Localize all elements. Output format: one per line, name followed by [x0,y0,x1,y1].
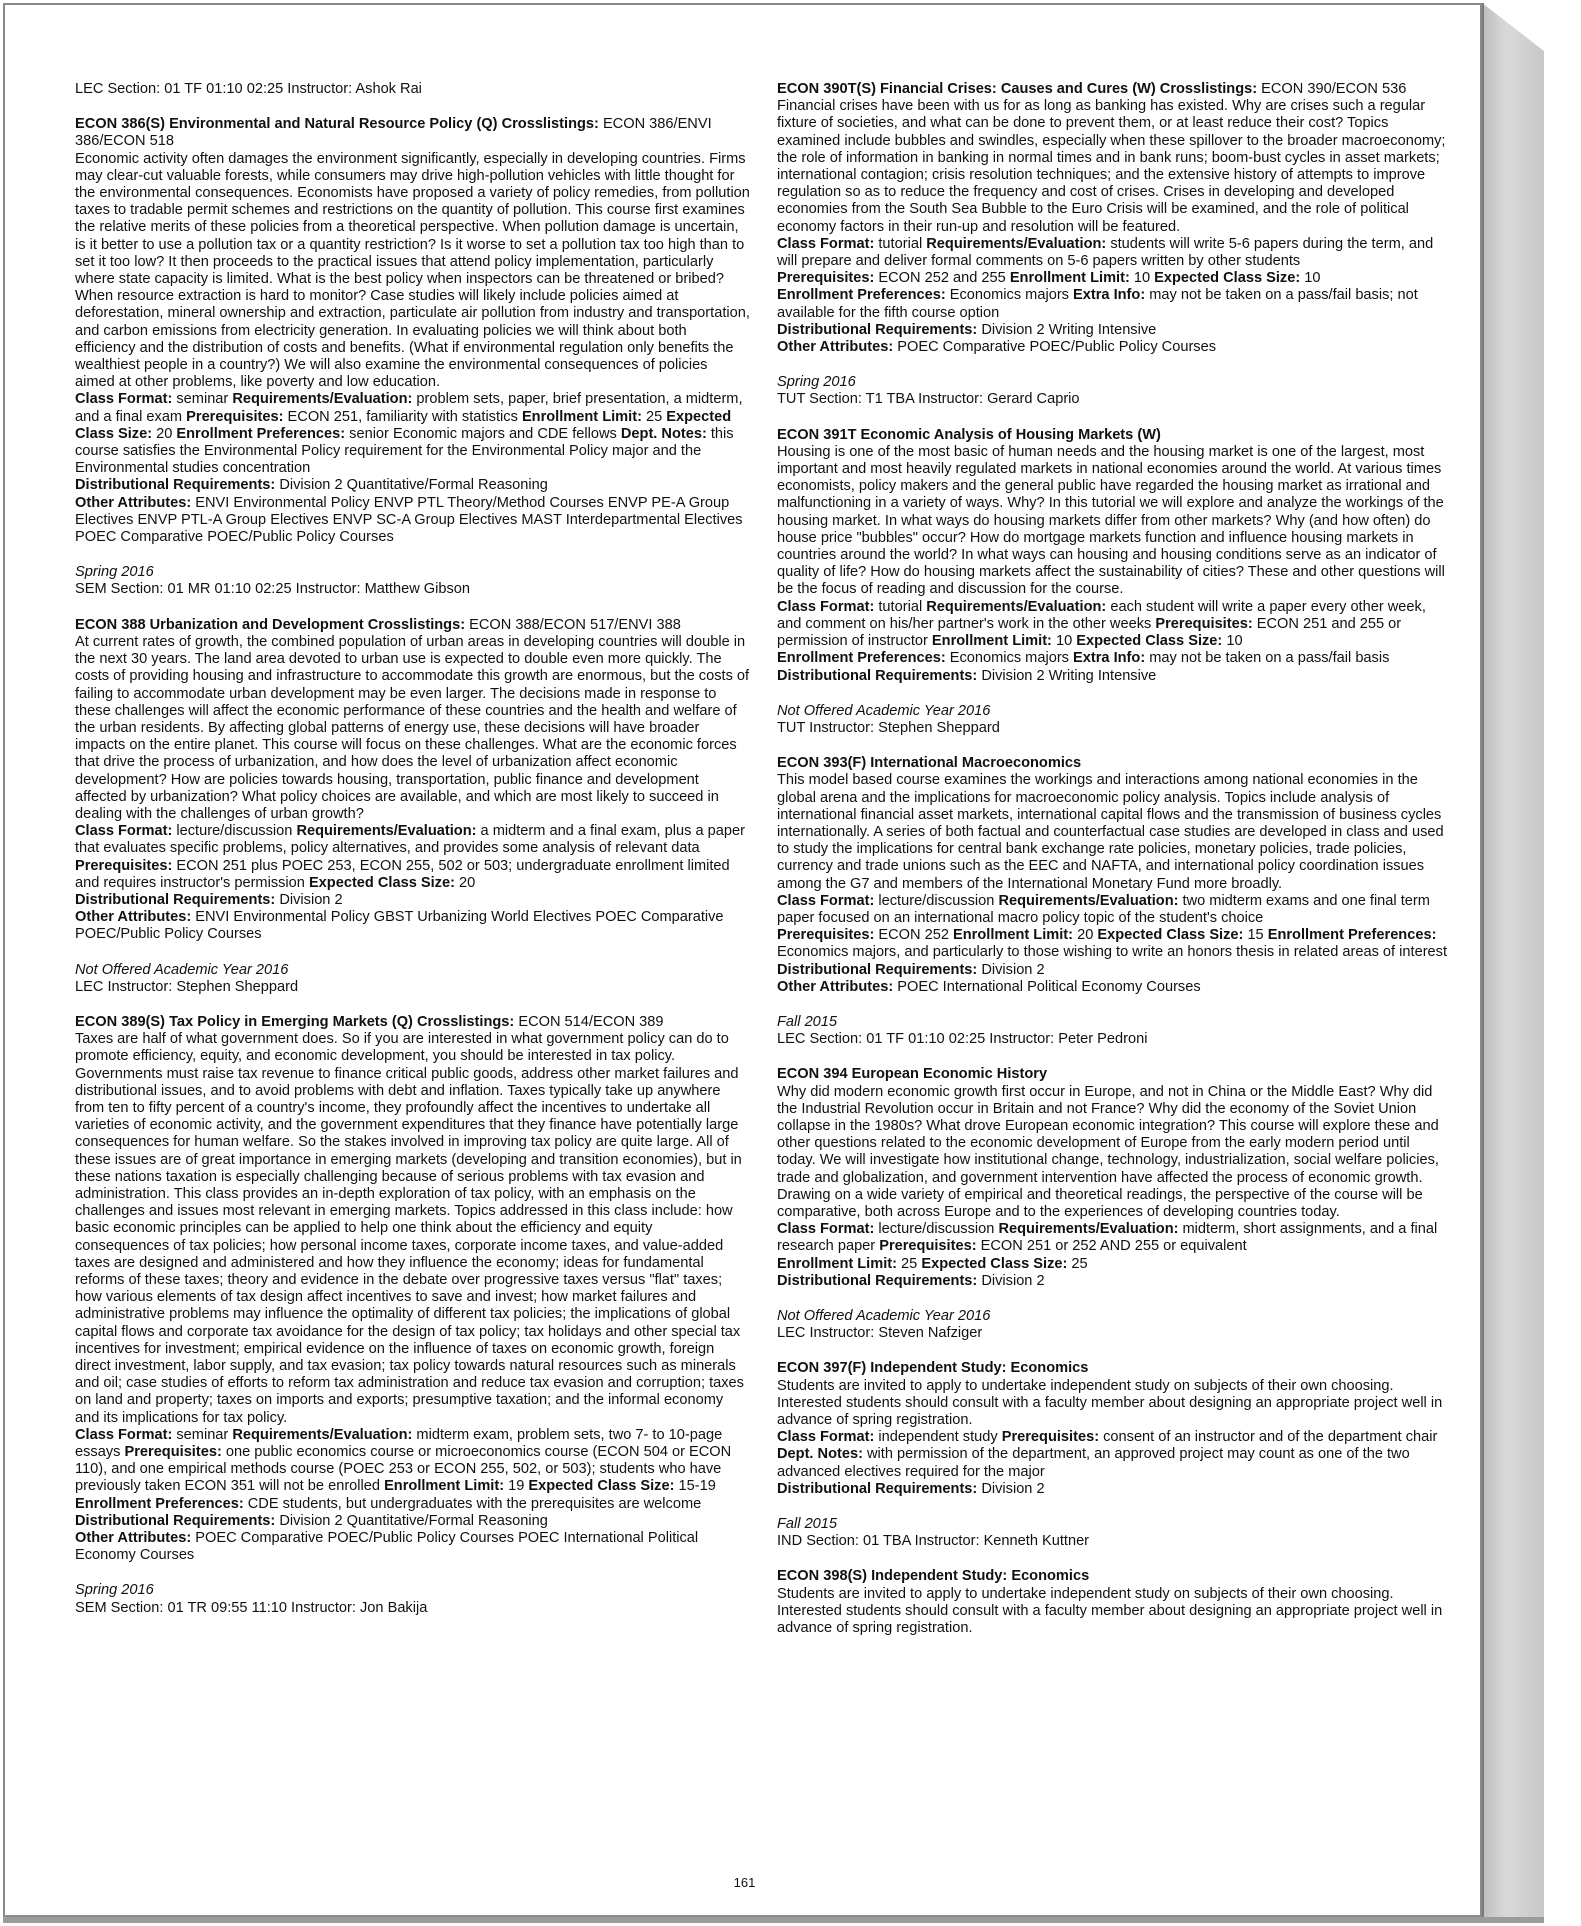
distributional-requirements [75,892,750,909]
course-details [777,1221,1452,1255]
term-label: Not Offered Academic Year 2016 [75,961,289,978]
section-line: LEC Instructor: Steven Nafziger [777,1325,983,1342]
detail-value: POEC Comparative POEC/Public Policy Courses [893,339,1217,356]
term-label: Fall 2015 [777,1013,838,1030]
course-details [777,1429,1452,1481]
detail-label: Dept. Notes: [777,1446,863,1463]
distributional-requirements [75,477,750,494]
detail-label: Prerequisites: [124,1444,222,1461]
course-entry-econ-390t [777,81,1452,356]
detail-label: Enrollment Preferences: [777,287,946,304]
crosslistings: ECON 514/ECON 389 [514,1013,664,1030]
page-bottom-shadow [3,1917,1544,1923]
detail-value: problem sets, paper, brief presentation, a midterm, and a final exam [75,391,743,425]
detail-label: Requirements/Evaluation: [232,1426,413,1443]
distributional-requirements [777,322,1452,339]
detail-value: POEC International Political Economy Courses [893,978,1201,995]
course-description: This model based course examines the workings and interactions among national economies in the global arena and the implications for macroeconomic policy analysis. Topics include analysis of international financial asset markets, international capital flows and the transmission of business cycles internationally. A series of both factual and counterfactual case studies are developed in class and used to study the implications for central bank exchange rate policies, monetary policies, trade policies, currency and trade unions such as the EEC and NAFTA, and international policy coordination issues among the G7 and members of the International Monetary Fund more broadly. [777,772,1444,892]
detail-label: Prerequisites: [1155,615,1253,632]
section-info [75,81,750,98]
detail-label: Distributional Requirements: [777,667,978,684]
term-label: Not Offered Academic Year 2016 [777,1308,991,1324]
distributional-requirements [777,668,1452,685]
detail-label: Requirements/Evaluation: [926,235,1107,252]
detail-label: Prerequisites: [1001,1429,1100,1446]
page-stack-edge [1482,3,1544,1917]
detail-label: Class Format: [75,823,173,840]
course-description: Why did modern economic growth first occur in Europe, and not in China or the Middle East? Why did the Industrial Revolution occur in Britain and not France? Why did the economy of the Soviet Union collapse in the 1980s? What drove European economic integration? This course will explore these and other questions related to the economic development of Europe from the early modern period until today. We will investigate how institutional change, technology, industrialization, social welfare policies, trade and globalization, and government intervention have affected the process of economic growth. Drawing on a wide variety of empirical and theoretical readings, the perspective of the course will be comparative, both across Europe and to the experiences of developing countries today. [777,1083,1439,1220]
detail-value: tutorial [874,235,927,252]
course-entry-econ-386 [75,116,750,546]
detail-label: Other Attributes: [777,339,894,356]
detail-label: Extra Info: [1073,287,1146,304]
detail-value: POEC Comparative POEC/Public Policy Courses POEC International Political Economy Courses [75,1530,699,1564]
detail-value: 19 [504,1478,529,1495]
detail-value: ECON 252 [874,927,954,944]
detail-value: two midterm exams and one final term paper focused on an international macro policy topic of the student's choice [777,892,1430,926]
detail-value: one public economics course or microeconomics course (ECON 504 or ECON 110), and one empirical methods course (POEC 253 or ECON 255, 502, or 503); students who have previously taken ECON 351 will not be enrolled [75,1444,732,1495]
detail-label: Class Format: [777,235,875,252]
detail-value: may not be taken on a pass/fail basis; not available for the fifth course option [777,287,1418,321]
term-label: Spring 2016 [75,1582,154,1599]
detail-value: lecture/discussion [172,823,297,840]
detail-label: Expected Class Size: [528,1478,675,1495]
detail-value: lecture/discussion [874,1221,999,1238]
detail-label: Other Attributes: [777,978,894,995]
section-line: SEM Section: 01 MR 01:10 02:25 Instructor: Matthew Gibson [75,581,471,598]
detail-value: with permission of the department, an approved project may count as one of the two advanced electives required for the major [777,1446,1410,1480]
detail-label: Enrollment Limit: [777,1255,897,1272]
detail-value: Economics majors, and particularly to those wishing to write an honors thesis in related areas of interest [777,944,1448,961]
course-heading [75,116,750,150]
document-page [3,3,1482,1917]
other-attributes [75,495,750,547]
course-title: ECON 390T(S) Financial Crises: Causes and Cures (W) Crosslistings: [777,81,1258,97]
detail-label: Expected Class Size: [308,874,455,891]
detail-value: 20 [454,874,476,891]
detail-label: Requirements/Evaluation: [296,823,477,840]
crosslistings: ECON 386/ENVI 386/ECON 518 [75,116,712,150]
detail-value: ECON 251 plus POEC 253, ECON 255, 502 or 503; undergraduate enrollment limited and requires instructor's permission [75,857,730,891]
detail-label: Requirements/Evaluation: [926,598,1107,615]
course-entry-econ-397 [777,1360,1452,1498]
detail-label: Class Format: [777,1429,875,1446]
detail-value: 25 [897,1255,922,1272]
detail-value: 20 [152,425,177,442]
course-heading [75,1014,750,1031]
section-line: LEC Instructor: Stephen Sheppard [75,978,299,995]
course-heading [777,81,1452,98]
course-heading [777,1360,1452,1377]
course-entry-econ-398 [777,1568,1452,1637]
distributional-requirements [75,1513,750,1530]
detail-value: ECON 251 or 252 AND 255 or equivalent [976,1238,1247,1255]
detail-value: ECON 251, familiarity with statistics [283,408,522,425]
detail-value: this course satisfies the Environmental Policy requirement for the Environmental Policy major and the Environmental studies concentration [75,425,734,477]
section-info [777,1516,1452,1550]
crosslistings: ECON 388/ECON 517/ENVI 388 [465,616,681,633]
course-description: Taxes are half of what government does. So if you are interested in what government policy can do to promote efficiency, equity, and economic development, you should be interested in tax policy. Governments must raise tax revenue to finance critical public goods, address other market failures and distributional issues, and to avoid problems with debt and inflation. Taxes typically take up anywhere from ten to fifty percent of a country's income, they profoundly affect the incentives to undertake all varieties of economic activity, and the government expenditures that they finance have potentially large consequences for human welfare. So the stakes involved in improving tax policy are quite large. All of these issues are of great importance in emerging markets (developing and transition economies), but in these nations taxation is especially challenging because of serious problems with tax evasion and administration. This class provides an in-depth exploration of tax policy, with an emphasis on the challenges and issues most relevant in emerging markets. Topics addressed in this class include: how basic economic principles can be applied to help one think about the efficiency and equity consequences of tax policies; how personal income taxes, corporate income taxes, and value-added taxes are designed and administered and how they influence the economy; ideas for fundamental reforms of these taxes; theory and evidence in the debate over progressive taxes versus "flat" taxes; how various elements of tax design affect incentives to save and invest; how market failures and administrative problems may influence the optimality of different tax policies; the implications of global capital flows and corporate tax avoidance for the design of tax policy; tax holidays and other special tax incentives for investment; empirical evidence on the influence of taxes on economic growth, foreign direct investment, labor supply, and tax evasion; tax policy towards natural resources such as minerals and oil; case studies of efforts to reform tax administration and reduce tax evasion and corruption; taxes on land and property; taxes on imports and exports; presumptive taxation; and the informal economy and its implications for tax policy. [75,1031,744,1426]
course-entry-econ-391t [777,427,1452,685]
detail-label: Distributional Requirements: [777,1480,978,1497]
course-heading [75,617,750,634]
course-details [777,650,1452,667]
course-heading [777,1066,1452,1083]
page-edge-line [1482,3,1484,1917]
other-attributes [75,909,750,943]
detail-label: Enrollment Preferences: [777,650,946,667]
section-line: TUT Section: T1 TBA Instructor: Gerard Caprio [777,391,1080,408]
detail-value: Division 2 Writing Intensive [977,321,1157,338]
detail-label: Prerequisites: [75,857,173,874]
course-heading [777,755,1452,772]
detail-label: Expected Class Size: [1076,633,1223,650]
course-details [777,287,1452,321]
detail-value: students will write 5-6 papers during the term, and will prepare and deliver formal comments on 5-6 papers written by other students [777,235,1434,270]
detail-value: ECON 252 and 255 [874,270,1010,287]
detail-label: Enrollment Limit: [931,633,1052,650]
section-line: LEC Section: 01 TF 01:10 02:25 Instructor: Ashok Rai [75,81,422,97]
detail-value: 10 [1222,633,1243,650]
detail-label: Enrollment Limit: [521,408,642,425]
detail-value: Division 2 [977,1272,1045,1289]
detail-label: Distributional Requirements: [75,1512,276,1529]
detail-value: 10 [1051,633,1077,650]
detail-label: Distributional Requirements: [777,1272,978,1289]
detail-label: Enrollment Preferences: [176,425,346,442]
detail-label: Distributional Requirements: [75,891,276,908]
detail-label: Dept. Notes: [620,425,707,442]
detail-label: Class Format: [75,391,173,408]
detail-value: 10 [1300,270,1321,287]
detail-value: each student will write a paper every other week, and comment on his/her partner's work in the other weeks [777,598,1426,632]
term-label: Spring 2016 [777,374,856,391]
section-info [75,1582,750,1616]
detail-label: Prerequisites: [879,1238,977,1255]
detail-value: Division 2 [275,891,343,908]
distributional-requirements [777,1273,1452,1290]
detail-label: Other Attributes: [75,1530,192,1547]
section-line: IND Section: 01 TBA Instructor: Kenneth Kuttner [777,1533,1090,1550]
course-details [777,599,1452,651]
detail-label: Distributional Requirements: [777,321,978,338]
detail-value: Division 2 Quantitative/Formal Reasoning [275,1512,548,1529]
course-heading [777,1568,1452,1585]
detail-value: CDE students, but undergraduates with the prerequisites are welcome [243,1495,702,1512]
course-entry-econ-393 [777,755,1452,996]
detail-value: senior Economic majors and CDE fellows [345,425,621,442]
term-label: Spring 2016 [75,564,154,581]
detail-label: Class Format: [777,892,875,909]
course-heading [777,427,1452,444]
detail-value: ENVI Environmental Policy ENVP PTL Theory/Method Courses ENVP PE-A Group Electives ENVP PTL-A Group Electives ENVP SC-A Group Electives MAST Interdepartmental Electives POEC Comparative POEC/Public Policy Courses [75,494,743,546]
course-details [777,893,1452,927]
course-description: Financial crises have been with us for as long as banking has existed. Why are crises such a regular fixture of societies, and what can be done to prevent them, or at least reduce their cost? Topics examined include bubbles and swindles, especially when these spillover to the broader macroeconomy; the role of information in banking in normal times and in bank runs; boom-bust cycles in asset markets; international contagion; crisis resolution techniques; and the extensive history of attempts to improve regulation so as to reduce the frequency and cost of crises. Crises in developing and developed economies from the South Sea Bubble to the Euro Crisis will be examined, and the role of political economy factors in their run-up and resolution will be featured. [777,98,1446,235]
course-title: ECON 398(S) Independent Study: Economics [777,1568,1090,1585]
course-entry-econ-394 [777,1066,1452,1290]
course-details [777,1256,1452,1273]
detail-value: tutorial [874,598,927,615]
detail-value: 25 [641,408,667,425]
detail-value: independent study [874,1429,1002,1446]
detail-label: Expected Class Size: [75,408,732,442]
other-attributes [777,979,1452,996]
detail-label: Enrollment Preferences: [75,1495,244,1512]
course-details [777,927,1452,961]
course-title: ECON 393(F) International Macroeconomics [777,755,1082,772]
detail-value: 20 [1073,927,1098,944]
detail-label: Class Format: [75,1426,173,1443]
detail-label: Expected Class Size: [921,1255,1068,1272]
detail-value: 25 [1067,1255,1088,1272]
course-title: ECON 391T Economic Analysis of Housing Markets (W) [777,426,1161,443]
course-title: ECON 386(S) Environmental and Natural Resource Policy (Q) Crosslistings: [75,116,599,133]
section-info [777,1308,1452,1342]
detail-value: Economics majors [945,650,1074,667]
detail-label: Enrollment Preferences: [1267,927,1437,944]
course-details [75,1427,750,1513]
course-title: ECON 394 European Economic History [777,1066,1048,1083]
detail-label: Distributional Requirements: [777,961,978,978]
course-description: Students are invited to apply to undertake independent study on subjects of their own choosing. Interested students should consult with a faculty member about designing an appropriate project well in advance of spring registration. [777,1377,1443,1429]
detail-value: 15 [1243,927,1268,944]
other-attributes [777,339,1452,356]
course-details [75,823,750,892]
course-description: Economic activity often damages the environment significantly, especially in developing countries. Firms may clear-cut valuable forests, while consumers may drive high-pollution vehicles with little thought for the environmental consequences. Economists have proposed a variety of policy remedies, from pollution taxes to tradable permit schemes and restrictions on the quantity of pollution. This course first examines the relative merits of these policies from a theoretical perspective. When pollution damage is uncertain, is it better to use a pollution tax or a quantity restriction? Is it worse to set a pollution tax too high than to set it too low? It then proceeds to the practical issues that attend policy implementation, particularly where state capacity is limited. What is the best policy when inspectors can be threatened or bribed? When resource extraction is hard to monitor? Case studies will likely include policies aimed at deforestation, mineral ownership and extraction, particulate air pollution from industry and transportation, and carbon emissions from electricity generation. In evaluating policies we will think about both efficiency and the distribution of costs and benefits. (What if environmental regulation only benefits the wealthiest people in a country?) We will also examine the environmental consequences of policies aimed at other problems, like poverty and low education. [75,150,750,391]
section-info [777,374,1452,408]
left-column [75,81,750,1635]
section-info [75,962,750,996]
detail-label: Prerequisites: [777,270,875,287]
detail-value: midterm exam, problem sets, two 7- to 10-page essays [75,1426,723,1461]
detail-value: seminar [172,1426,233,1443]
detail-label: Class Format: [777,1221,875,1238]
detail-value: midterm, short assignments, and a final research paper [777,1221,1438,1255]
detail-label: Enrollment Limit: [1009,270,1130,287]
detail-value: ECON 251 and 255 or permission of instructor [777,615,1402,650]
distributional-requirements [777,962,1452,979]
detail-value: ENVI Environmental Policy GBST Urbanizing World Electives POEC Comparative POEC/Public Policy Courses [75,909,724,943]
detail-value: Division 2 Quantitative/Formal Reasoning [275,477,548,494]
course-description: Students are invited to apply to undertake independent study on subjects of their own choosing. Interested students should consult with a faculty member about designing an appropriate project well in advance of spring registration. [777,1585,1443,1637]
course-title: ECON 389(S) Tax Policy in Emerging Markets (Q) Crosslistings: [75,1013,515,1030]
detail-label: Prerequisites: [186,408,284,425]
distributional-requirements [777,1481,1452,1498]
course-entry-econ-389 [75,1014,750,1565]
term-label: Not Offered Academic Year 2016 [777,702,991,719]
detail-label: Requirements/Evaluation: [998,892,1179,909]
course-title: ECON 397(F) Independent Study: Economics [777,1360,1089,1377]
detail-label: Extra Info: [1073,650,1146,667]
course-entry-econ-388 [75,617,750,944]
detail-value: Division 2 [977,961,1045,978]
detail-value: consent of an instructor and of the department chair [1099,1429,1438,1446]
detail-label: Requirements/Evaluation: [232,391,413,408]
detail-label: Prerequisites: [777,927,875,944]
detail-value: 15-19 [674,1478,716,1495]
detail-value: lecture/discussion [874,892,999,909]
detail-value: Economics majors [945,287,1074,304]
detail-label: Requirements/Evaluation: [998,1221,1179,1238]
section-line: SEM Section: 01 TR 09:55 11:10 Instructor: Jon Bakija [75,1599,428,1616]
detail-label: Expected Class Size: [1154,270,1301,287]
detail-label: Class Format: [777,598,875,615]
detail-label: Distributional Requirements: [75,477,276,494]
right-column [777,81,1452,1655]
detail-label: Expected Class Size: [1097,927,1244,944]
term-label: Fall 2015 [777,1516,838,1533]
detail-value: may not be taken on a pass/fail basis [1145,650,1390,667]
course-details [777,236,1452,270]
course-description: Housing is one of the most basic of human needs and the housing market is one of the largest, most important and most heavily regulated markets in national economies around the world. At various times economists, policy makers and the general public have regarded the housing market as irrational and malfunctioning in a variety of ways. Why? In this tutorial we will explore and analyze the workings of the housing market. In what ways do housing markets differ from other markets? Why (and how often) do house price "bubbles" occur? How do mortgage markets function and influence housing markets in countries around the world? In what ways can housing and housing conditions serve as an indicator of quality of life? How do housing markets affect the sustainability of cities? These and other questions will be the focus of reading and discussion for the course. [777,443,1445,598]
section-info [75,564,750,598]
course-description: At current rates of growth, the combined population of urban areas in developing countries will double in the next 30 years. The land area devoted to urban use is expected to double even more quickly. The costs of providing housing and infrastructure to accommodate this growth are enormous, but the costs of failing to accommodate urban development may be even larger. The decisions made in response to these challenges will affect the economic performance of these countries and the health and welfare of the urban residents. By affecting global patterns of energy use, these decisions will have broader impacts on the entire planet. This course will focus on these challenges. What are the economic forces that drive the process of urbanization, and how does the level of urbanization affect economic development? How are policies towards housing, transportation, public finance and development affected by urbanization? What policy choices are available, and which are most likely to succeed in dealing with the challenges of urban growth? [75,633,750,822]
detail-label: Other Attributes: [75,494,192,511]
section-line: LEC Section: 01 TF 01:10 02:25 Instructor: Peter Pedroni [777,1031,1148,1048]
other-attributes [75,1530,750,1564]
detail-label: Other Attributes: [75,909,192,926]
section-info [777,703,1452,737]
detail-value: a midterm and a final exam, plus a paper that evaluates specific problems, policy alternatives, and provides some analysis of relevant data [75,823,745,857]
detail-value: Division 2 [977,1480,1045,1497]
detail-value: Division 2 Writing Intensive [977,667,1157,684]
page-number: 161 [733,1875,756,1890]
section-info [777,1014,1452,1048]
course-details [75,391,750,477]
course-title: ECON 388 Urbanization and Development Crosslistings: [75,616,466,633]
detail-value: 10 [1129,270,1155,287]
detail-label: Enrollment Limit: [384,1478,505,1495]
detail-value: seminar [172,391,233,408]
section-line: TUT Instructor: Stephen Sheppard [777,719,1000,736]
detail-label: Enrollment Limit: [953,927,1074,944]
crosslistings: ECON 390/ECON 536 [1257,81,1407,97]
course-details [777,270,1452,287]
